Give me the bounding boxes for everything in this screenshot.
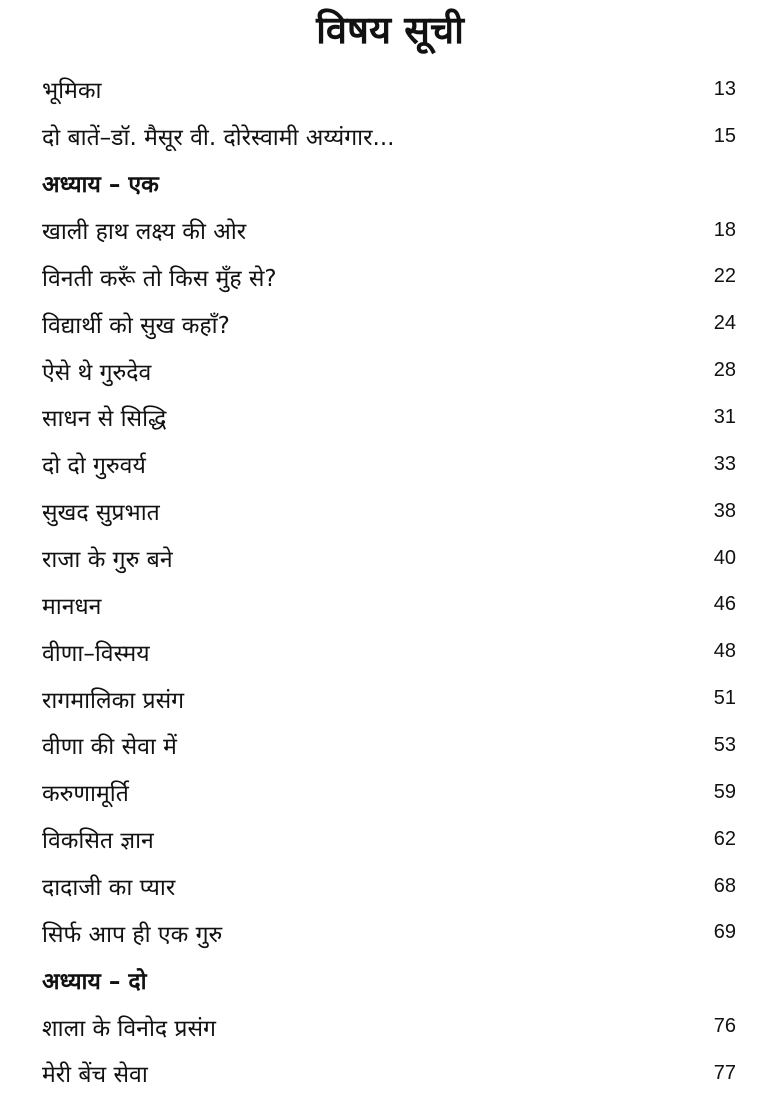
- chapter-heading: [42, 160, 736, 207]
- page-title: विषय सूची: [316, 8, 464, 52]
- toc-entry: [42, 300, 736, 347]
- entry-title: भूमिका: [42, 78, 102, 105]
- entry-title: शाला के विनोद प्रसंग: [42, 1015, 217, 1042]
- toc-entry: [42, 488, 736, 535]
- page-number: 51: [713, 687, 736, 710]
- toc-entry: [42, 816, 736, 863]
- entry-title: करुणामूर्ति: [42, 781, 129, 808]
- toc-entry: [42, 253, 736, 300]
- page-number: 59: [713, 780, 736, 803]
- entry-title: ऐसे थे गुरुदेव: [42, 359, 152, 386]
- page-number: 48: [713, 640, 736, 663]
- page-number: 33: [713, 452, 736, 475]
- entry-title: राजा के गुरु बने: [42, 547, 173, 574]
- toc-entry: [42, 1050, 736, 1097]
- page-number: 62: [713, 827, 736, 850]
- entry-title: अध्याय – दो: [42, 968, 147, 995]
- page-number: 15: [713, 124, 736, 147]
- toc-entry: [42, 66, 736, 113]
- entry-title: दो दो गुरुवर्य: [42, 453, 146, 480]
- entry-title: दो बातें–डॉ. मैसूर वी. दोरेस्वामी अय्यंगार...: [42, 125, 395, 152]
- toc-entry: [42, 863, 736, 910]
- toc-entry: [42, 1003, 736, 1050]
- entry-title: दादाजी का प्यार: [42, 875, 176, 902]
- toc-entry: [42, 535, 736, 582]
- toc-entry: [42, 394, 736, 441]
- page-number: 31: [713, 405, 736, 428]
- page-number: 53: [713, 733, 736, 756]
- page-number: 46: [713, 593, 736, 616]
- entry-title: सुखद सुप्रभात: [42, 500, 160, 527]
- entry-title: सिर्फ आप ही एक गुरु: [42, 921, 223, 948]
- page-number: 77: [713, 1061, 736, 1084]
- entry-title: वीणा–विस्मय: [42, 640, 150, 667]
- page-number: 38: [713, 499, 736, 522]
- page-number: 22: [713, 265, 736, 288]
- page-number: 68: [713, 874, 736, 897]
- page-number: 69: [713, 921, 736, 944]
- entry-title: विनती करूँ तो किस मुँह से?: [42, 265, 277, 292]
- page-number: 40: [713, 546, 736, 569]
- entry-title: विकसित ज्ञान: [42, 828, 154, 855]
- table-of-contents: [42, 66, 736, 1097]
- page-number: 28: [713, 359, 736, 382]
- toc-entry: [42, 628, 736, 675]
- page-number: 13: [713, 77, 736, 100]
- toc-entry: [42, 347, 736, 394]
- toc-entry: [42, 909, 736, 956]
- page-number: 18: [713, 218, 736, 241]
- toc-entry: [42, 441, 736, 488]
- toc-entry: [42, 722, 736, 769]
- chapter-heading: [42, 956, 736, 1003]
- toc-entry: [42, 769, 736, 816]
- entry-title: रागमालिका प्रसंग: [42, 687, 185, 714]
- toc-entry: [42, 207, 736, 254]
- entry-title: मेरी बेंच सेवा: [42, 1062, 148, 1089]
- entry-title: खाली हाथ लक्ष्य की ओर: [42, 219, 247, 245]
- entry-title: अध्याय – एक: [42, 172, 159, 199]
- entry-title: विद्यार्थी को सुख कहाँ?: [42, 312, 230, 339]
- toc-entry: [42, 113, 736, 160]
- entry-title: मानधन: [42, 593, 102, 620]
- entry-title: साधन से सिद्धि: [42, 406, 167, 433]
- toc-entry: [42, 581, 736, 628]
- page-number: 76: [713, 1015, 736, 1038]
- page-number: 24: [713, 312, 736, 335]
- toc-entry: [42, 675, 736, 722]
- entry-title: वीणा की सेवा में: [42, 734, 177, 761]
